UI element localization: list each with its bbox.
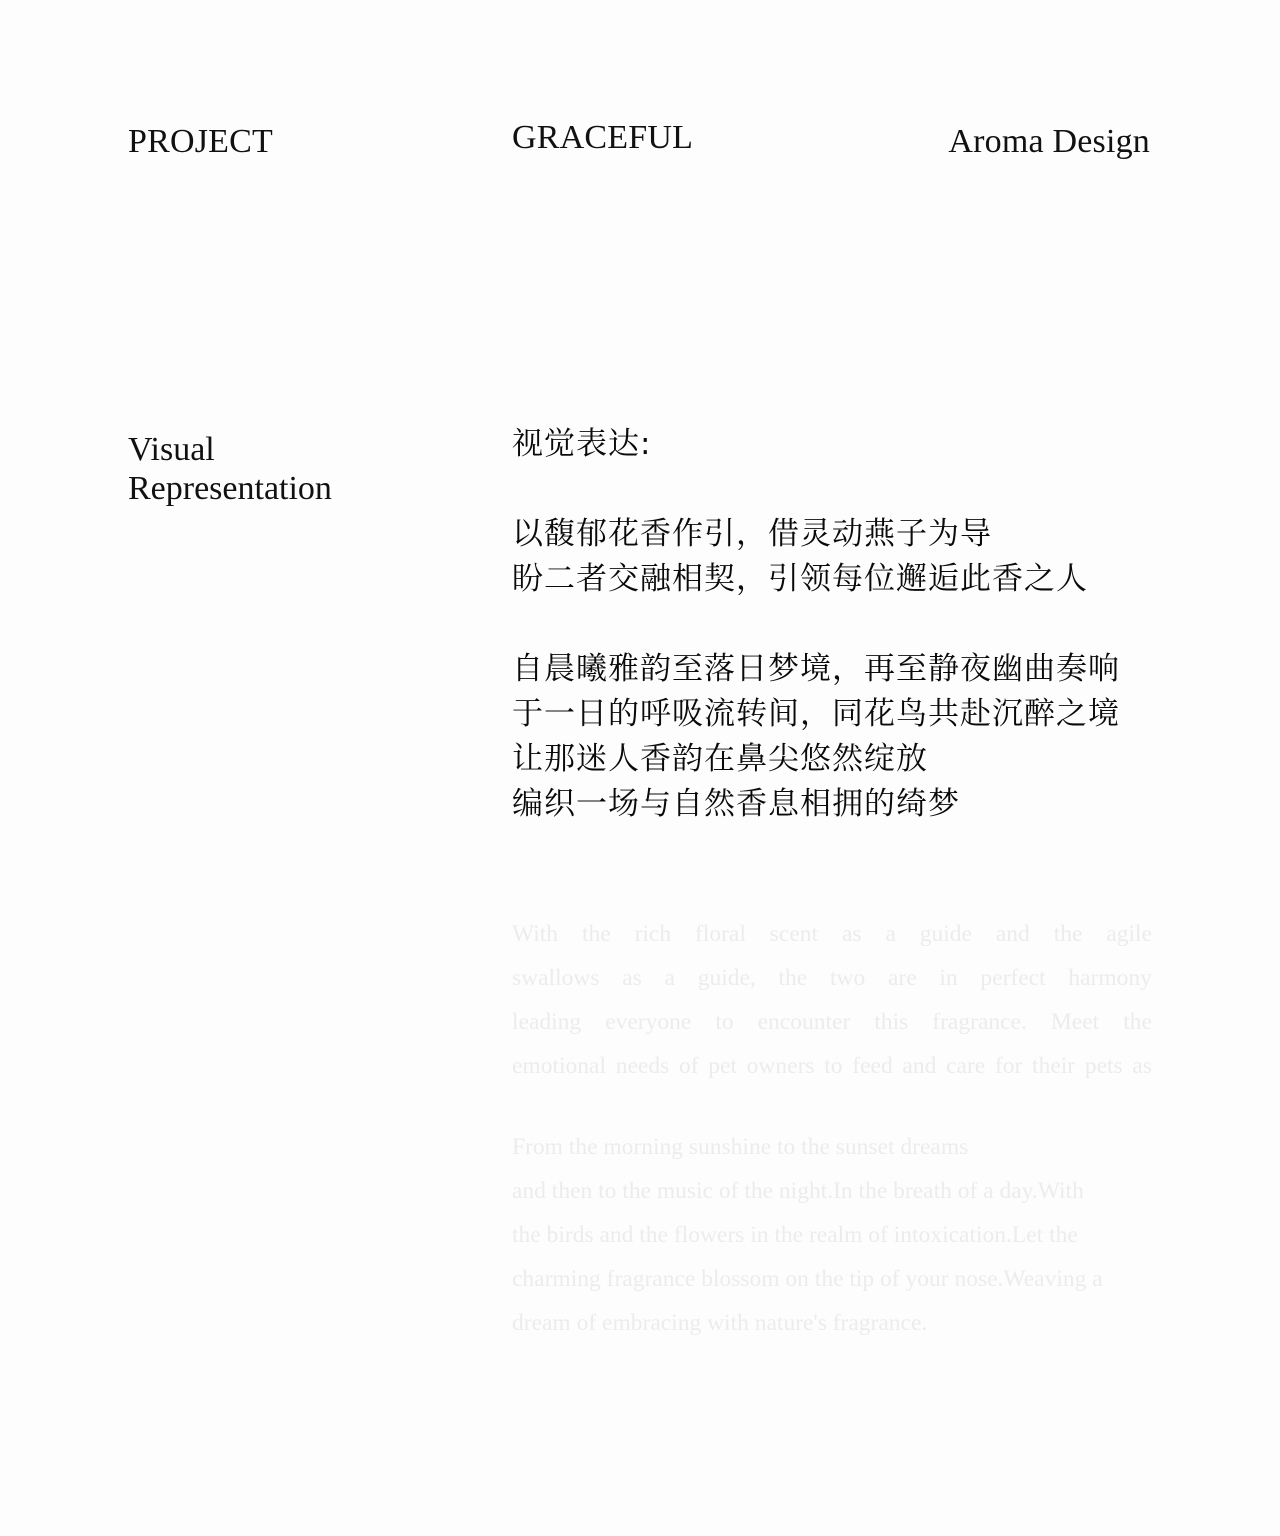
english-word: the — [1123, 1009, 1152, 1035]
english-word: are — [887, 965, 917, 991]
english-word: and — [995, 921, 1030, 947]
english-word: two — [829, 965, 866, 991]
english-word: encounter — [757, 1009, 851, 1035]
english-word: swallows — [512, 965, 600, 991]
chinese-title: 视觉表达: — [512, 426, 652, 462]
english-word: needs — [615, 1053, 670, 1079]
english-word: the — [778, 965, 808, 991]
english-paragraph-2 — [512, 1125, 1152, 1345]
english-word: care — [946, 1053, 986, 1079]
english-word: as — [622, 965, 642, 991]
english-word: emotional — [512, 1053, 606, 1079]
english-word: as — [841, 921, 862, 947]
english-word: a — [664, 965, 675, 991]
english-word: this — [874, 1009, 909, 1035]
english-word: owners — [746, 1053, 815, 1079]
english-word: and — [902, 1053, 937, 1079]
chinese-line: 自晨曦雅韵至落日梦境，再至静夜幽曲奏响 — [512, 651, 1120, 687]
english-line: From the morning sunshine to the sunset dreams — [512, 1134, 969, 1160]
english-word: guide — [919, 921, 972, 947]
english-word: pets — [1084, 1053, 1123, 1079]
english-line: charming fragrance blossom on the tip of your nose.Weaving a — [512, 1266, 1103, 1292]
english-word: in — [939, 965, 958, 991]
english-word: fragrance. — [932, 1009, 1027, 1035]
english-word: agile — [1106, 921, 1152, 947]
english-line: the birds and the flowers in the realm of intoxication.Let the — [512, 1222, 1078, 1248]
chinese-line: 编织一场与自然香息相拥的绮梦 — [512, 786, 960, 822]
english-word: pet — [708, 1053, 737, 1079]
section-label — [128, 430, 332, 508]
english-word: their — [1032, 1053, 1076, 1079]
header-graceful: GRACEFUL — [512, 119, 694, 156]
english-word: for — [994, 1053, 1023, 1079]
english-word: leading — [512, 1009, 582, 1035]
english-line — [512, 956, 1152, 1000]
english-word: feed — [852, 1053, 893, 1079]
english-line — [512, 912, 1152, 956]
english-word: Meet — [1050, 1009, 1100, 1035]
english-line — [512, 1000, 1152, 1044]
english-paragraph-1 — [512, 912, 1152, 1088]
header-project: PROJECT — [128, 123, 273, 160]
english-word: a — [885, 921, 896, 947]
english-word: everyone — [605, 1009, 692, 1035]
english-word: With — [512, 921, 559, 947]
chinese-line: 以馥郁花香作引，借灵动燕子为导 — [512, 516, 992, 552]
english-word: harmony — [1068, 965, 1152, 991]
english-word: scent — [769, 921, 819, 947]
english-word: rich — [634, 921, 672, 947]
english-word: perfect — [980, 965, 1046, 991]
english-word: guide, — [697, 965, 756, 991]
section-label-line2: Representation — [128, 470, 332, 507]
english-word: of — [678, 1053, 699, 1079]
english-line: and then to the music of the night.In the breath of a day.With — [512, 1178, 1084, 1204]
english-word: to — [715, 1009, 734, 1035]
english-word: to — [824, 1053, 843, 1079]
chinese-line: 让那迷人香韵在鼻尖悠然绽放 — [512, 741, 928, 777]
english-line — [512, 1044, 1152, 1088]
chinese-line: 盼二者交融相契，引领每位邂逅此香之人 — [512, 561, 1088, 597]
chinese-line: 于一日的呼吸流转间，同花鸟共赴沉醉之境 — [512, 696, 1120, 732]
chinese-text-block — [512, 422, 1192, 827]
english-word: the — [581, 921, 611, 947]
section-label-line1: Visual — [128, 431, 215, 468]
header-aroma-design: Aroma Design — [948, 123, 1150, 160]
english-word: floral — [695, 921, 746, 947]
english-word: the — [1053, 921, 1083, 947]
english-word: as — [1132, 1053, 1152, 1079]
english-line: dream of embracing with nature's fragrance. — [512, 1310, 928, 1336]
